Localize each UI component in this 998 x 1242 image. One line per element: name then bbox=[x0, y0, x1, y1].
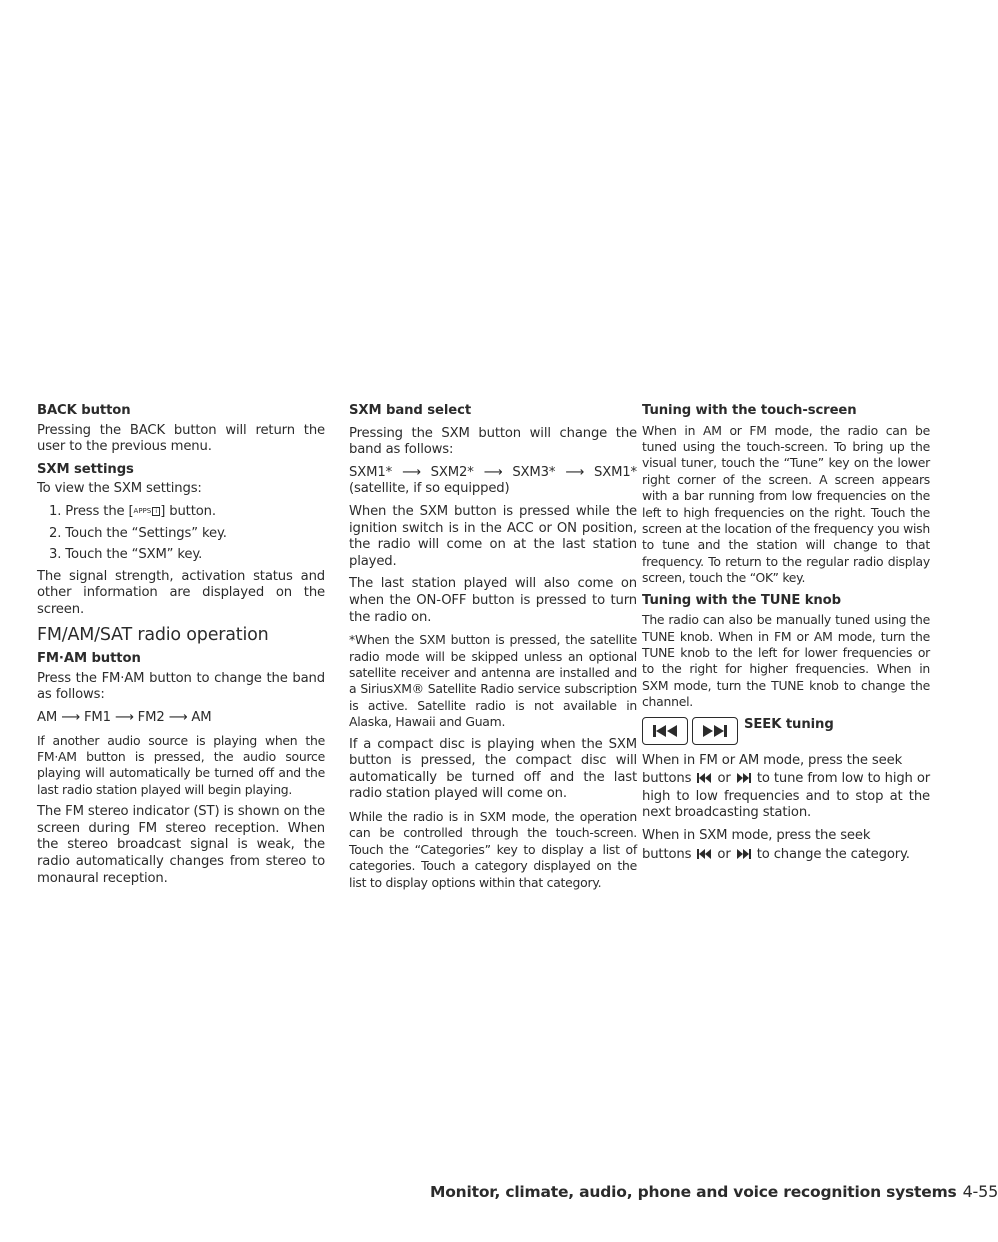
sxm-settings-steps bbox=[37, 504, 325, 564]
sxm-band-heading: SXM band select bbox=[349, 403, 472, 418]
sxm-settings-heading: SXM settings bbox=[37, 461, 134, 477]
signal-info-text: The signal strength, activation status and other information are displayed on the screen. bbox=[37, 568, 325, 617]
column-left bbox=[37, 403, 325, 893]
skip-previous-icon bbox=[642, 717, 688, 745]
seek-fmam-text: buttons or to tune from low to high or high to low frequencies and to stop at the next broadcasting station. bbox=[642, 771, 931, 821]
ignition-text: When the SXM button is pressed while the ignition switch is in the ACC or ON position, the radio will come on at the last station played. bbox=[349, 503, 637, 569]
list-item: 2. Touch the “Settings” key. bbox=[49, 525, 227, 541]
tune-knob-heading: Tuning with the TUNE knob bbox=[642, 592, 841, 608]
seek-sxm-intro: When in SXM mode, press the seek bbox=[642, 828, 871, 844]
seek-sxm-text: buttons or to change the category. bbox=[642, 847, 930, 865]
column-middle bbox=[349, 403, 637, 897]
section-title: FM/AM/SAT radio operation bbox=[37, 624, 269, 645]
list-item: 1. Press the [APPS i ] button. bbox=[49, 503, 216, 519]
fmam-button-heading: FM·AM button bbox=[37, 651, 141, 667]
footer-title: Monitor, climate, audio, phone and voice recognition systems bbox=[430, 1183, 957, 1201]
touch-tuning-heading: Tuning with the touch-screen bbox=[642, 403, 857, 418]
back-button-heading: BACK button bbox=[37, 403, 131, 418]
page-number: 4-55 bbox=[962, 1182, 998, 1201]
compact-disc-text: If a compact disc is playing when the SXM button is pressed, the compact disc will automatically be turned off and the last radio station played will come on. bbox=[349, 736, 637, 802]
last-station-text: The last station played will also come on when the ON-OFF button is pressed to turn the radio on. bbox=[349, 576, 637, 625]
seek-fmam-intro: When in FM or AM mode, press the seek bbox=[642, 752, 903, 768]
sxm-settings-intro: To view the SXM settings: bbox=[37, 481, 202, 497]
skip-next-icon bbox=[737, 848, 751, 865]
satellite-footnote: *When the SXM button is pressed, the satellite radio mode will be skipped unless an optional satellite receiver and antenna are installed and a SiriusXM® Satellite Radio service subscription is active. Satellite radio is not available in Alaska, Hawaii and Guam. bbox=[349, 632, 637, 730]
skip-previous-icon bbox=[697, 848, 711, 865]
apps-info-key-icon: APPS i bbox=[134, 507, 161, 516]
sxm-operation-text: While the radio is in SXM mode, the operation can be controlled through the touch-screen. Touch the “Categories” key to display a list of categories. Touch a category displayed on the list to display options within that category. bbox=[349, 808, 637, 890]
fmam-button-text: Press the FM·AM button to change the band as follows: bbox=[37, 670, 325, 703]
band-sequence: AM ⟶ FM1 ⟶ FM2 ⟶ AM bbox=[37, 709, 212, 725]
stereo-indicator-text: The FM stereo indicator (ST) is shown on the screen during FM stereo reception. When the stereo broadcast signal is weak, the radio automatically changes from stereo to monaural reception. bbox=[37, 804, 325, 886]
skip-next-icon bbox=[737, 772, 751, 789]
seek-tuning-heading: SEEK tuning bbox=[744, 717, 834, 733]
touch-tuning-text: When in AM or FM mode, the radio can be tuned using the touch-screen. To bring up the visual tuner, touch the “Tune” key on the lower right corner of the screen. A screen appears with a bar running from low frequencies on the left to high frequencies on the right. Touch the screen at the location of the frequency you wish to tune and the station will change to that frequency. To return to the regular radio display screen, touch the “OK” key. bbox=[642, 422, 930, 586]
seek-tuning-header bbox=[642, 717, 930, 745]
tune-knob-text: The radio can also be manually tuned using the TUNE knob. When in FM or AM mode, turn the TUNE knob to the left for lower frequencies or to the right for higher frequencies. When in SXM mode, turn the TUNE knob to change the channel. bbox=[642, 612, 930, 710]
back-button-text: Pressing the BACK button will return the user to the previous menu. bbox=[37, 422, 325, 455]
sxm-band-sequence: SXM1* ⟶ SXM2* ⟶ SXM3* ⟶ SXM1* (satellite, if so equipped) bbox=[349, 464, 637, 497]
column-right bbox=[642, 403, 930, 870]
skip-next-icon bbox=[692, 717, 738, 745]
skip-previous-icon bbox=[697, 772, 711, 789]
page-footer bbox=[430, 1182, 998, 1201]
other-source-note: If another audio source is playing when the FM·AM button is pressed, the audio source playing will automatically be turned off and the last radio station played will begin playing. bbox=[37, 732, 325, 797]
list-item: 3. Touch the “SXM” key. bbox=[49, 547, 203, 563]
sxm-band-text: Pressing the SXM button will change the band as follows: bbox=[349, 425, 637, 458]
